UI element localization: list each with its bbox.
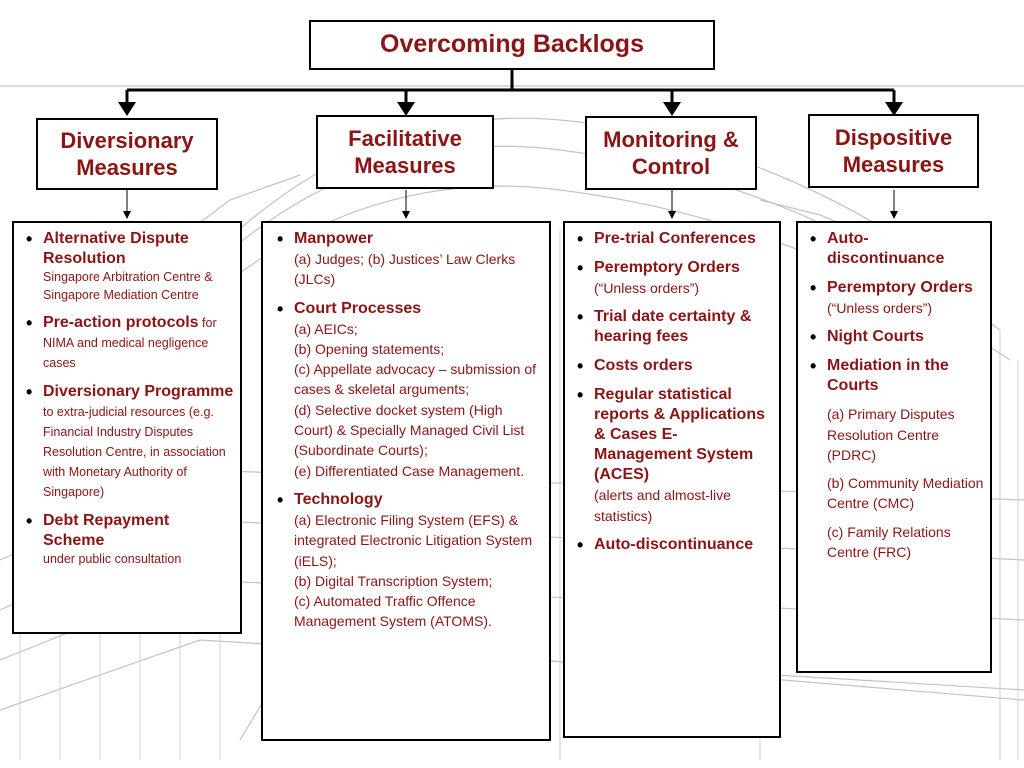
list-item (574, 307, 773, 347)
item-title: • Peremptory Orders (827, 279, 973, 296)
item-line: (alerts and almost-live statistics) (594, 487, 731, 524)
item-line: (b) Opening statements; (294, 340, 445, 357)
panel-dispositive-measures (796, 221, 992, 673)
item-line: (e) Differentiated Case Management. (294, 462, 525, 479)
item-title: • Peremptory Orders (594, 259, 740, 276)
list-diversionary (23, 229, 234, 569)
item-sub: (a) Primary Disputes Resolution Centre (PDRC) (827, 406, 955, 463)
item-line: (a) Judges; (b) Justices’ Law Clerks (JLCs) (294, 251, 516, 288)
list-item (23, 229, 234, 304)
list-item (274, 490, 543, 632)
item-title: • Debt Repayment Scheme (43, 512, 170, 549)
item-lines (594, 278, 773, 298)
panel-diversionary-measures (12, 221, 242, 634)
item-lines (827, 298, 984, 318)
list-monitoring (574, 229, 773, 555)
list-item (807, 229, 984, 269)
list-item (574, 356, 773, 376)
item-lines (294, 249, 543, 290)
item-lines (594, 485, 773, 526)
item-line: (“Unless orders”) (594, 280, 700, 296)
item-line: (c) Automated Traffic Offence Management System (ATOMS). (294, 593, 492, 630)
heading-monitoring-control: Monitoring & Control (585, 116, 757, 190)
heading-facilitative-measures: Facilitative Measures (316, 115, 494, 189)
list-item (23, 511, 234, 569)
item-note: for NIMA and medical negligence cases (43, 316, 217, 370)
item-note: to extra-judicial resources (e.g. Financial Industry Disputes Resolution Centre, in association with Monetary Authority of Singapore) (43, 405, 226, 499)
item-title: • Trial date certainty & hearing fees (594, 308, 752, 346)
item-lines (294, 319, 543, 481)
list-item (807, 278, 984, 318)
item-title: Diversionary Programme (43, 383, 234, 400)
item-title: • Manpower (294, 230, 374, 247)
list-item (807, 356, 984, 562)
list-item (574, 535, 773, 555)
list-item (807, 327, 984, 347)
item-line: (b) Digital Transcription System; (294, 572, 493, 589)
item-title: • Costs orders (594, 357, 693, 375)
item-line: (c) Appellate advocacy – submission of cases & skeletal arguments; (294, 361, 537, 398)
item-sub: (c) Family Relations Centre (FRC) (827, 523, 951, 561)
list-item (274, 299, 543, 481)
item-title: • Regular statistical reports & Applications & Cases E-Management System (ACES) (594, 386, 765, 484)
item-line: (“Unless orders”) (827, 300, 933, 316)
item-title: • Alternative Dispute Resolution (43, 230, 189, 267)
panel-facilitative-measures (261, 221, 551, 741)
list-facilitative (274, 229, 543, 632)
heading-dispositive-measures: Dispositive Measures (808, 114, 979, 188)
list-item (23, 382, 234, 502)
list-dispositive (807, 229, 984, 562)
list-item (23, 313, 234, 373)
item-note: under public consultation (43, 552, 182, 566)
panel-monitoring-control (563, 221, 781, 738)
list-item (274, 229, 543, 290)
diagram-title: Overcoming Backlogs (309, 20, 715, 70)
item-note: Singapore Arbitration Centre & Singapore Mediation Centre (43, 270, 213, 302)
item-line: (d) Selective docket system (High Court) & Specially Managed Civil List (Subordinate Courts); (294, 401, 525, 459)
item-title: • Court Processes (294, 299, 422, 317)
item-lines (294, 510, 543, 632)
heading-diversionary-measures: Diversionary Measures (36, 118, 218, 190)
item-title: Pre-action protocols (43, 314, 199, 331)
list-item (574, 229, 773, 249)
item-title: • Auto-discontinuance (827, 230, 945, 267)
item-title: • Night Courts (827, 328, 924, 346)
list-item (574, 385, 773, 526)
item-title: • Mediation in the Courts (827, 357, 949, 395)
item-line: (a) Electronic Filing System (EFS) & integrated Electronic Litigation System (iELS); (294, 511, 533, 569)
list-item (574, 258, 773, 298)
item-title: • Auto-discontinuance (594, 535, 754, 553)
item-title: • Pre-trial Conferences (594, 230, 756, 247)
item-title: • Technology (294, 490, 383, 508)
item-line: (a) AEICs; (294, 320, 358, 337)
item-sub: (b) Community Mediation Centre (CMC) (827, 475, 984, 512)
